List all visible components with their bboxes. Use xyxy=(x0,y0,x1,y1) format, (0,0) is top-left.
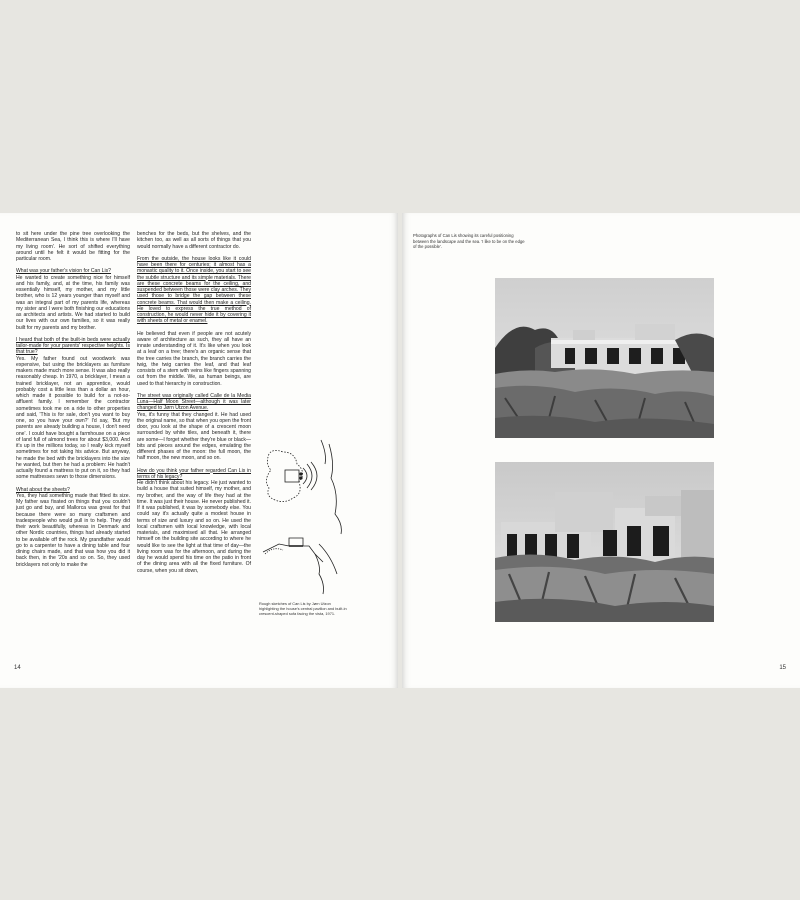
question-heading: How do you think your father regarded Can Lis in terms of his legacy? xyxy=(137,467,251,480)
question-heading: I heard that both of the built-in beds were actually tailor-made for your parents' respective heights. Is that true? xyxy=(16,336,130,356)
paragraph: benches for the beds, but the shelves, and the kitchen too, as well as all sorts of things that you would normally have a different contractor do. xyxy=(137,231,251,250)
answer-paragraph: Yes, they had something made that fitted its size. My father was fixated on things that you couldn't just go and buy, and Mallorca was great for that because there were so many craftsmen and tradespeople who would pull in to help. They did their work beautifully, whereas in Denmark and other Nordic countries, things had already started to be available off the rock. My grandfather would go to a carpenter to have a dining table and four dining chairs made, and that was how you did it back then, in the '20s and so on. So, they used bricklayers not only to make the xyxy=(16,492,130,568)
paragraph: to sit here under the pine tree overlooking the Mediterranean Sea, I think this is where I'll have my living room'. He sort of shifted everything around until he felt it would be fitting for the particular room. xyxy=(16,231,130,262)
answer-paragraph: He wanted to create something nice for himself and his family, and, at the time, his family was essentially himself, my mother, and my little brother, who is 12 years younger than myself and was an integral part of my parents life, whereas my sister and I were both finishing our educations as architects and artists. We had started to build our lives with our own families, so it was really built for my parents and my brother. xyxy=(16,274,130,331)
page-number-right: 15 xyxy=(779,665,786,671)
answer-paragraph: Yes. My father found out woodwork was expensive, but using the bricklayers as furniture makers made much more sense. It was also really reasonably cheap. In 1970, a bricklayer, I mean a trained bricklayer, not an apprentice, would probably cost a little less than a dollar an hour, which made it possible to build for a not-so-affluent family. I remember the contractor sometimes took me on a ride to other properties and said, 'This is for sale, don't you want to buy one, so you have your own?' I'd say, 'But my parents are already building a house, I don't need one'. I could have bought a farmhouse on a piece of land full of almond trees for about $3,000. And it's up in the millions today, so I really kick myself sometimes for not taking his advice. But anyway, he made the bed with the bricklayers into the size he wanted, but then he had a problem: He hadn't actually found a mattress to put on it, so they had some mattresses sewn to those dimensions. xyxy=(16,355,130,481)
paragraph: He believed that even if people are not acutely aware of architecture as such, they all have an innate understanding of it. It's like when you look at a leaf on a tree; there's an organic sense that the tree carries the branch, the branch carries the twig, the twig carries the leaf, and that leaf consists of a stem with veins like fingers spanning out from the middle. We, as human beings, are used to that hierarchy in construction. xyxy=(137,330,251,387)
architect-sketch xyxy=(259,434,359,597)
question-heading: What was your father's vision for Can Lis? xyxy=(16,268,111,275)
pull-sentence: From the outside, the house looks like it could have been there for centuries; it almost has a monastic quality to it. Once inside, you start to see the subtle structure and its simple materials. There are these concrete beams for the ceiling, and suspended between those were clay arches. They used those to bridge the gap between these concrete beams. That would then make a ceiling. He loved to express the true method of construction, he would never hide it by covering it with sheets of metal or enamel. xyxy=(137,255,251,325)
text-column-1 xyxy=(16,231,130,574)
question-heading: The street was originally called Calle de la Media Luna—Half Moon Street—although it was later changed to Jørn Utzon Avenue. xyxy=(137,392,251,412)
right-page xyxy=(402,213,800,688)
answer-paragraph: He didn't think about his legacy. He just wanted to build a house that suited himself, my mother, and my brother, and the way of life they had at the time. It was just their house. He never published it. If it was published, it was by somebody else. You could say it's actually quite a modest house in terms of size and luxury and so on. He used the local craftsmen with local knowledge, with local materials, and maximised all that. He arranged himself on the building site according to where he would like to see the light at that time of day—the living room was for the afternoon, and during the day he would spend his time on the patio in front of the dining area with all the fixed furniture. Of course, when you sit down, xyxy=(137,480,251,574)
house-photo-bottom xyxy=(495,462,714,622)
house-photo-top xyxy=(495,278,714,438)
question-heading: What about the sheets? xyxy=(16,486,70,493)
left-page xyxy=(0,213,398,688)
answer-paragraph: Yes, it's funny that they changed it. He had used the original name, so that when you open the front door, you look at the shape of a crescent moon surrounded by white tiles, and beneath it, there are some—I forget whether they're blue or black—bits and pieces around the edges, emulating the different phases of the moon: the full moon, the half moon, the new moon, and so on. xyxy=(137,411,251,462)
page-number-left: 14 xyxy=(14,665,21,671)
photo-caption: Photographs of Can Lis showing its careful positioning between the landscape and the sea. 'I like to be on the edge of the possible'. xyxy=(413,233,525,250)
text-column-2 xyxy=(137,231,251,580)
sketch-caption: Rough sketches of Can Lis by Jørn Utzon highlighting the house's central pavilion and built-in crescent-shaped sofa facing the vista, 1971. xyxy=(259,601,347,616)
